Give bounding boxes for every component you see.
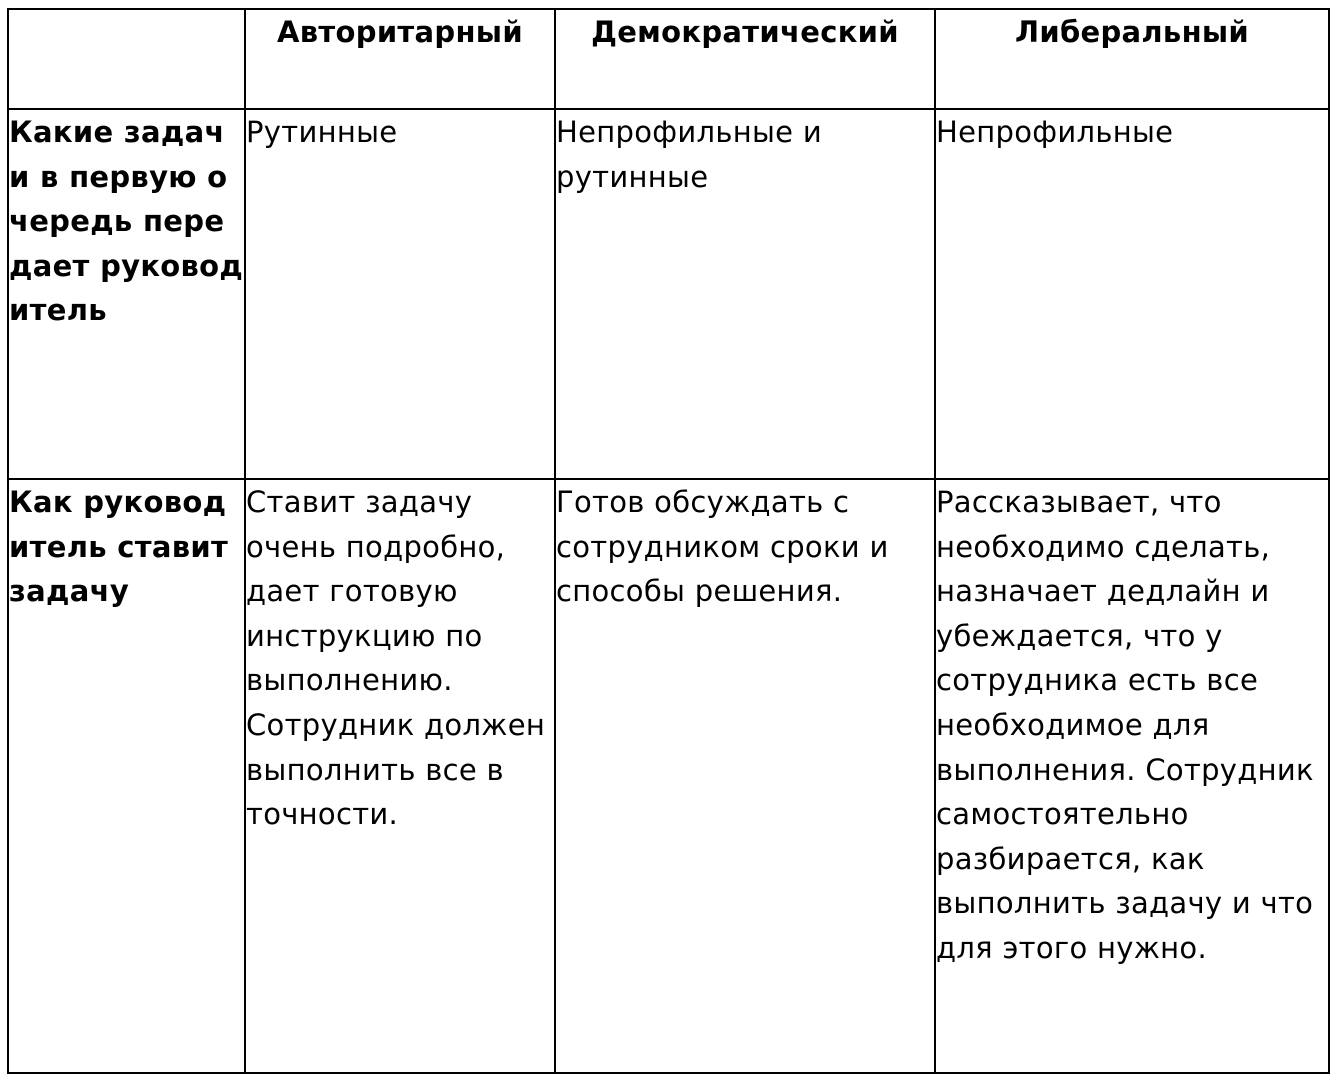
header-democratic: Демократический [555,9,935,109]
header-liberal: Либеральный [935,9,1329,109]
table-row [8,479,1329,1073]
row-label-task-setting: Как руководитель ставит задачу [8,479,245,1073]
header-corner-cell [8,9,245,109]
cell-democratic-setting: Готов обсуждать с сотрудником сроки и способы решения. [555,479,935,1073]
row-label-delegated-tasks: Какие задачи в первую очередь передает руководитель [8,109,245,479]
cell-democratic-tasks: Непрофильные и рутинные [555,109,935,479]
cell-liberal-setting: Рассказывает, что необходимо сделать, назначает дедлайн и убеждается, что у сотрудника есть все необходимое для выполнения. Сотрудник самостоятельно разбирается, как выполнить задачу и что для этого нужно. [935,479,1329,1073]
cell-authoritarian-tasks: Рутинные [245,109,555,479]
leadership-styles-table [7,8,1330,1074]
table-row [8,109,1329,479]
cell-liberal-tasks: Непрофильные [935,109,1329,479]
cell-authoritarian-setting: Ставит задачу очень подробно, дает готовую инструкцию по выполнению. Сотрудник должен выполнить все в точности. [245,479,555,1073]
table-header-row [8,9,1329,109]
header-authoritarian: Авторитарный [245,9,555,109]
